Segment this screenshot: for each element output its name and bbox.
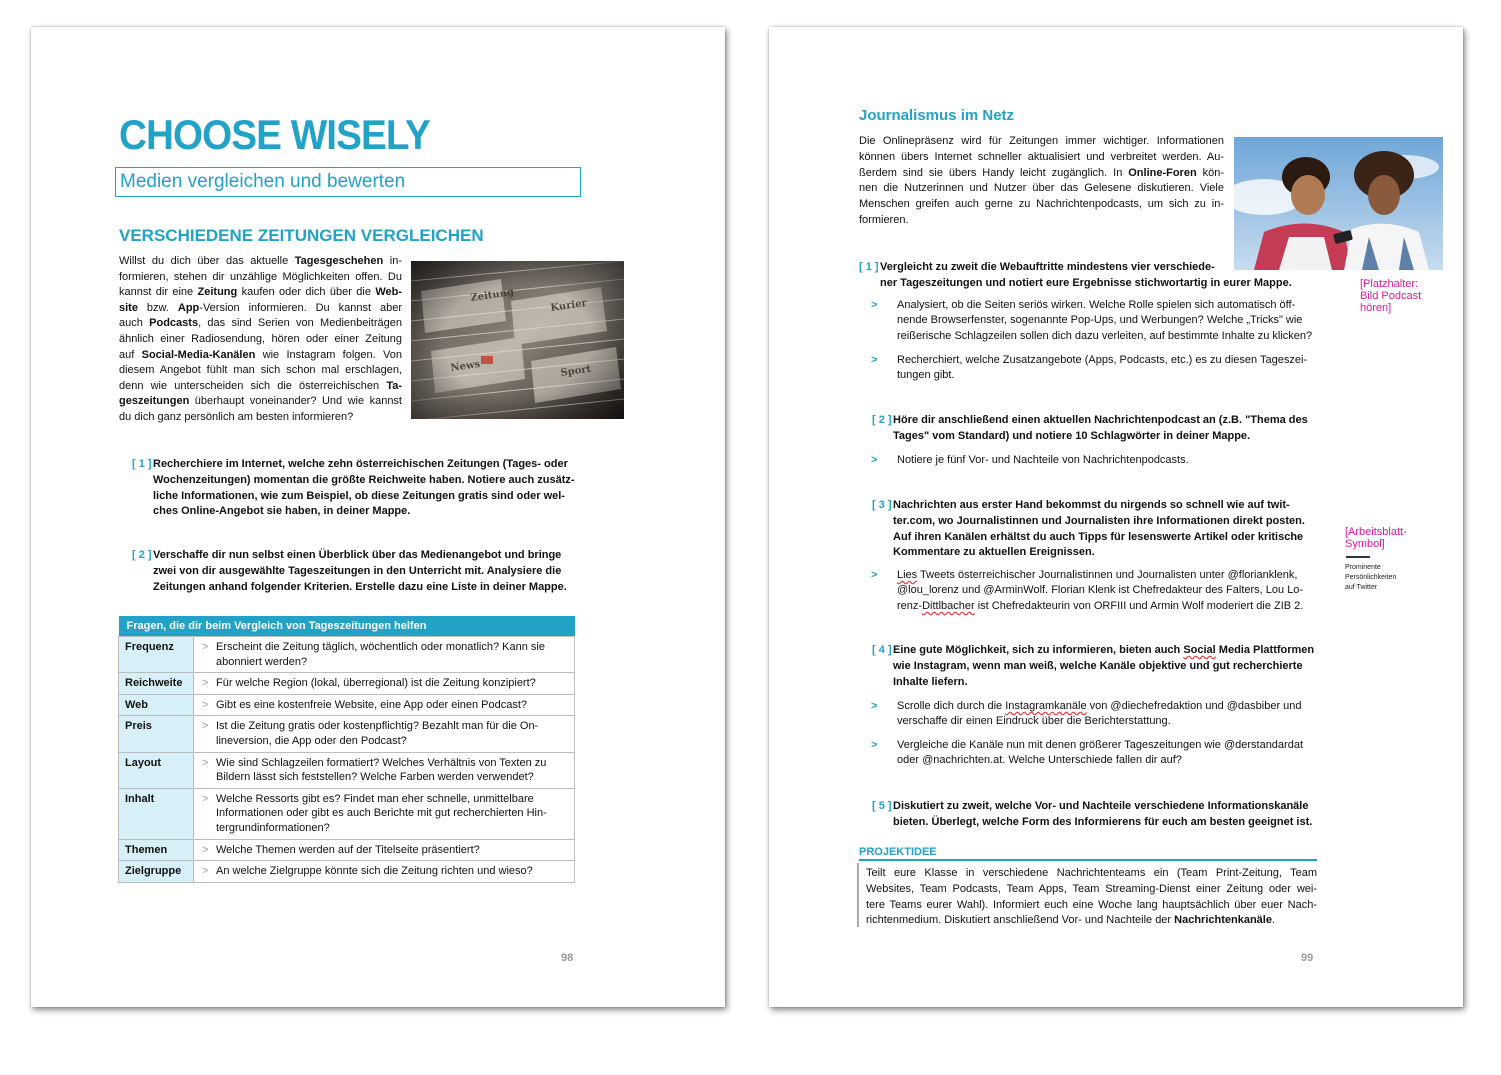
spellcheck-word: Instagramkanäle bbox=[1005, 700, 1087, 712]
task-line: ner Tageszeitungen und notiert eure Ergebnisse stichwortartig in eurer Mappe. bbox=[880, 276, 1292, 289]
table-value-cell bbox=[194, 788, 575, 839]
bullet-line: Notiere je fünf Vor- und Nachteile von Nachrichtenpodcasts. bbox=[897, 454, 1189, 466]
table-value-text: Gibt es eine kostenfreie Website, eine App oder einen Podcast? bbox=[216, 698, 528, 711]
task-line: Diskutiert zu zweit, welche Vor- und Nachteile verschiedene Informationskanäle bbox=[893, 800, 1309, 812]
bullet-line: Analysiert, ob die Seiten seriös wirken. Welche Rolle spielen sich automatisch öff- bbox=[897, 299, 1296, 311]
project-title: PROJEKTIDEE bbox=[859, 846, 937, 858]
text-run: kön- bbox=[1196, 166, 1224, 179]
table-key-cell: Reichweite bbox=[119, 673, 194, 695]
task-line: ches Online-Angebot sie haben, in deiner Mappe. bbox=[153, 505, 411, 518]
task-number: [ 2 ] bbox=[872, 414, 892, 426]
table-value-cell bbox=[194, 752, 575, 788]
text-run: bzw. bbox=[137, 301, 178, 314]
chevron-right-icon: > bbox=[202, 756, 209, 769]
newspaper-stack-image bbox=[411, 261, 624, 419]
table-value-text: Für welche Region (lokal, überregional) ist die Zeitung konzipiert? bbox=[216, 677, 536, 690]
task-5 bbox=[872, 799, 1323, 831]
bullet-line: Recherchiert, welche Zusatzangebote (Apps, Podcasts, etc.) es zu diesen Tageszei- bbox=[897, 354, 1308, 366]
bold-run: Ta- bbox=[386, 379, 402, 392]
task-line: liche Informationen, wie zum Beispiel, ob diese Zeitungen gratis sind oder wel- bbox=[153, 489, 565, 502]
bullet-line: verschaffe dir einen Eindruck über die Berichterstattung. bbox=[897, 715, 1171, 728]
text-run: ßerdem sind sie übers Handy leicht zugänglich. In bbox=[859, 166, 1129, 179]
chevron-right-icon: > bbox=[202, 843, 209, 856]
table-value-cell bbox=[194, 839, 575, 861]
table-value-text: Welche Ressorts gibt es? Findet man eher schnelle, unmittelbare Informationen oder gibt es auch Berichte mit gut recherchierten Hin-tergrundinformationen? bbox=[216, 792, 547, 834]
bullet-arrow-icon: > bbox=[871, 454, 878, 466]
placeholder-podcast-note bbox=[1360, 278, 1421, 314]
text-run: denn wie unterscheiden sich die österreichischen bbox=[119, 379, 387, 392]
page-title: CHOOSE WISELY bbox=[119, 111, 430, 158]
intro-line bbox=[859, 134, 1224, 150]
table-value-cell bbox=[194, 694, 575, 716]
task-line: Wochenzeitungen) momentan die größte Reichweite haben. Notiere auch zusätz- bbox=[153, 473, 575, 486]
task-line: Inhalte liefern. bbox=[893, 675, 968, 688]
section-heading: Journalismus im Netz bbox=[859, 107, 1015, 124]
intro-line bbox=[119, 301, 402, 317]
text-run: richtenmedium. Diskutiert anschließend Vor- und Nachteile der bbox=[866, 914, 1175, 927]
text-run: auf bbox=[119, 348, 142, 361]
table-row bbox=[119, 839, 575, 861]
bullet-line: Vergleiche die Kanäle nun mit denen größerer Tageszeitungen wie @derstandardat bbox=[897, 739, 1304, 751]
intro-line bbox=[119, 332, 402, 348]
chevron-right-icon: > bbox=[202, 792, 209, 805]
table-row bbox=[119, 716, 575, 752]
intro-line bbox=[859, 197, 1224, 213]
text-run: Teilt eure Klasse in verschiedene Nachrichtenteams ein (Team Print-Zeitung, Team bbox=[866, 867, 1317, 879]
table-key-cell: Frequenz bbox=[119, 637, 194, 673]
text-run: Willst du dich über das aktuelle bbox=[119, 255, 295, 267]
task-line: Nachrichten aus erster Hand bekommst du nirgends so schnell wie auf twit- bbox=[893, 499, 1290, 511]
bold-run: Tagesgeschehen bbox=[294, 255, 384, 267]
text-run: diesem Angebot fühlt man sich schon mal erschlagen, bbox=[119, 364, 402, 377]
bullet-arrow-icon: > bbox=[871, 569, 878, 581]
bold-run: Zeitung bbox=[197, 286, 238, 299]
right-page bbox=[769, 27, 1463, 1007]
project-line bbox=[866, 882, 1317, 898]
intro-paragraph bbox=[859, 134, 1224, 229]
table-value-text: An welche Zielgruppe könnte sich die Zeitung richten und wieso? bbox=[216, 865, 533, 878]
spellcheck-word: Social bbox=[1183, 644, 1216, 656]
bullet-line: oder @nachrichten.at. Welche Unterschiede fallen dir auf? bbox=[897, 754, 1182, 767]
chevron-right-icon: > bbox=[202, 865, 209, 878]
intro-line bbox=[119, 394, 402, 410]
section-heading: VERSCHIEDENE ZEITUNGEN VERGLEICHEN bbox=[119, 226, 484, 245]
task-2 bbox=[132, 548, 583, 595]
task-number: [ 5 ] bbox=[872, 800, 892, 812]
task-number: [ 1 ] bbox=[859, 261, 879, 273]
text-run: -Version informieren. Du kannst aber bbox=[199, 301, 402, 314]
task-4 bbox=[872, 643, 1323, 690]
bullet-line: tungen gibt. bbox=[897, 369, 955, 382]
task-1 bbox=[859, 260, 1320, 292]
task-line: Vergleicht zu zweit die Webauftritte mindestens vier verschiede- bbox=[880, 261, 1215, 273]
task-line: ter.com, wo Journalistinnen und Journalisten ihre Informationen direkt posten. bbox=[893, 514, 1305, 527]
text-run: nen die Nutzerinnen und Nutzer über das Gelesene diskutieren. Viele bbox=[859, 182, 1224, 195]
text-run: , das sind Serien von Medienbeiträgen bbox=[198, 317, 402, 330]
table-value-text: Wie sind Schlagzeilen formatiert? Welches Verhältnis von Texten zu Bildern lässt sich feststellen? Welche Farben werden verwendet? bbox=[216, 756, 547, 784]
table-row bbox=[119, 673, 575, 695]
criteria-table bbox=[118, 616, 575, 883]
table-row bbox=[119, 788, 575, 839]
bold-run: Nachrichtenkanäle bbox=[1174, 914, 1272, 927]
intro-line bbox=[119, 379, 402, 395]
bullet-line: nende Browserfenster, sogenannte Pop-Ups, und Werbungen? Welche „Tricks" wie bbox=[897, 314, 1303, 327]
task3-bullet-1 bbox=[871, 568, 1327, 614]
table-row bbox=[119, 637, 575, 673]
text-run: tere Teams eurer Wahl). Informiert euch eine Woche lang hauptsächlich über euer Nach- bbox=[866, 898, 1317, 911]
project-side-bar bbox=[857, 863, 859, 927]
task1-bullet-2 bbox=[871, 353, 1317, 384]
project-line bbox=[866, 898, 1317, 914]
task-line: Auf ihren Kanälen erhältst du auch Tipps für lesenswerte Artikel oder kritische bbox=[893, 530, 1304, 543]
note-line: [Arbeitsblatt- bbox=[1345, 526, 1407, 538]
teens-with-phone-image bbox=[1234, 137, 1443, 270]
table-value-cell bbox=[194, 673, 575, 695]
task-line: Recherchiere im Internet, welche zehn österreichischen Zeitungen (Tages- oder bbox=[153, 458, 568, 470]
note-line: Prominente bbox=[1345, 564, 1381, 571]
text-run: Websites, Team Podcasts, Team Apps, Team Streaming-Dienst einer Zeitung oder wei- bbox=[866, 882, 1317, 895]
table-row bbox=[119, 752, 575, 788]
subtitle: Medien vergleichen und bewerten bbox=[120, 171, 406, 192]
tiny-note bbox=[1345, 563, 1396, 593]
chevron-right-icon: > bbox=[202, 720, 209, 733]
bold-run: Online-Foren bbox=[1128, 166, 1197, 179]
table-key-cell: Web bbox=[119, 694, 194, 716]
intro-line bbox=[119, 348, 402, 364]
text-run: formieren, stehen dir unzählige Möglichkeiten offen. Du bbox=[119, 270, 402, 283]
table-value-cell bbox=[194, 716, 575, 752]
task-line: wie Instagram, wenn man weiß, welche Kanäle objektive und gut recherchierte bbox=[893, 659, 1303, 672]
table-value-cell bbox=[194, 861, 575, 883]
intro-line bbox=[859, 150, 1224, 166]
task-number: [ 2 ] bbox=[132, 549, 152, 561]
bullet-arrow-icon: > bbox=[871, 739, 878, 751]
bullet-line: @lou_lorenz und @ArminWolf. Florian Klenk ist Chefredakteur des Falters, Lou Lo- bbox=[897, 584, 1304, 597]
task-3 bbox=[872, 498, 1323, 561]
bold-run: Podcasts bbox=[149, 317, 199, 330]
bullet-text: von @diechefredaktion und @dasbiber und bbox=[1086, 700, 1302, 712]
task2-bullet-1 bbox=[871, 453, 1317, 468]
intro-line bbox=[119, 316, 402, 332]
text-run: wie Instagram folgen. Von bbox=[255, 348, 402, 361]
task-text: Eine gute Möglichkeit, sich zu informieren, bieten auch bbox=[893, 644, 1184, 656]
bullet-arrow-icon: > bbox=[871, 700, 878, 712]
task-line: Kommentare zu aktuellen Ereignissen. bbox=[893, 546, 1095, 559]
task-1 bbox=[132, 457, 583, 520]
text-run: können übers Internet schneller aktualisiert und verbreitet werden. Au- bbox=[859, 150, 1224, 163]
table-key-cell: Themen bbox=[119, 839, 194, 861]
spellcheck-word: Dittlbacher bbox=[922, 599, 975, 612]
left-page bbox=[31, 27, 725, 1007]
note-line: hören] bbox=[1360, 302, 1392, 314]
task-number: [ 4 ] bbox=[872, 644, 892, 656]
task-line: bieten. Überlegt, welche Form des Informierens für euch am besten geeignet ist. bbox=[893, 815, 1313, 828]
table-value-text: Ist die Zeitung gratis oder kostenpflichtig? Bezahlt man für die On-lineversion, die App oder den Podcast? bbox=[216, 720, 539, 747]
text-run: du dich ganz persönlich am besten informieren? bbox=[119, 410, 354, 423]
page-number: 99 bbox=[1301, 952, 1314, 964]
bullet-text: renz- bbox=[897, 599, 923, 612]
bold-run: Social-Media-Kanälen bbox=[141, 348, 256, 361]
project-divider bbox=[859, 859, 1317, 861]
spellcheck-word: Lies bbox=[897, 569, 918, 581]
text-run: Menschen greifen auch gerne zu Nachrichtenpodcasts, um sich zu in- bbox=[859, 198, 1224, 211]
task4-bullet-1 bbox=[871, 699, 1327, 730]
chevron-right-icon: > bbox=[202, 698, 209, 711]
table-row bbox=[119, 694, 575, 716]
task-line: Verschaffe dir nun selbst einen Überblick über das Medienangebot und bringe bbox=[153, 549, 562, 561]
bold-run: App bbox=[177, 301, 200, 314]
text-run: in- bbox=[383, 255, 403, 267]
project-line bbox=[866, 866, 1317, 882]
intro-paragraph bbox=[119, 254, 402, 426]
page-number: 98 bbox=[561, 952, 574, 964]
note-divider bbox=[1346, 556, 1370, 558]
table-key-cell: Inhalt bbox=[119, 788, 194, 839]
subtitle-box bbox=[115, 167, 581, 197]
text-run: überhaupt voneinander? Und wie kannst bbox=[189, 395, 402, 408]
project-line bbox=[866, 913, 1317, 929]
text-run: kannst dir eine bbox=[119, 286, 198, 299]
bold-run: Web- bbox=[375, 286, 402, 299]
intro-line bbox=[859, 181, 1224, 197]
text-run: ähnlich einer Radiosendung, hören oder einer Zeitung bbox=[119, 332, 402, 345]
intro-line bbox=[119, 254, 402, 270]
bullet-text: Scrolle dich durch die bbox=[897, 700, 1006, 712]
text-run: kaufen oder dich über die bbox=[237, 286, 376, 299]
bullet-arrow-icon: > bbox=[871, 354, 878, 366]
note-line: [Platzhalter: bbox=[1360, 278, 1419, 290]
table-key-cell: Layout bbox=[119, 752, 194, 788]
bullet-arrow-icon: > bbox=[871, 299, 878, 311]
bullet-line: reißerische Schlagzeilen sollen dich dazu verleiten, auf bestimmte Inhalte zu klicken? bbox=[897, 329, 1313, 342]
task4-bullet-2 bbox=[871, 738, 1327, 769]
table-value-text: Erscheint die Zeitung täglich, wöchentlich oder monatlich? Kann sie abonniert werden? bbox=[216, 641, 545, 668]
criteria-table-wrap bbox=[118, 616, 575, 883]
task-line: Tages" vom Standard) und notiere 10 Schlagwörter in deiner Mappe. bbox=[893, 429, 1251, 442]
task-line: Höre dir anschließend einen aktuellen Nachrichtenpodcast an (z.B. "Thema des bbox=[893, 414, 1308, 426]
table-row bbox=[119, 861, 575, 883]
note-line: Bild Podcast bbox=[1360, 290, 1422, 302]
bold-run: site bbox=[119, 301, 138, 314]
text-run: auch bbox=[119, 317, 150, 330]
table-value-text: Welche Themen werden auf der Titelseite präsentiert? bbox=[216, 843, 480, 856]
project-paragraph bbox=[866, 866, 1317, 929]
task-line: Zeitungen anhand folgender Kriterien. Erstelle dazu eine Liste in deiner Mappe. bbox=[153, 580, 567, 593]
task-number: [ 3 ] bbox=[872, 499, 892, 511]
note-line: auf Twitter bbox=[1345, 584, 1378, 591]
task-line: zwei von dir ausgewählte Tageszeitungen in den Unterricht mit. Analysiere die bbox=[153, 564, 562, 577]
intro-line bbox=[119, 270, 402, 286]
text-run: Die Onlinepräsenz wird für Zeitungen immer wichtiger. Informationen bbox=[859, 135, 1224, 147]
bullet-text: ist Chefredakteurin von ORFIII und Armin Wolf moderiert die ZIB 2. bbox=[974, 599, 1304, 612]
intro-line bbox=[859, 213, 1224, 229]
text-run: . bbox=[1271, 914, 1276, 927]
intro-line bbox=[859, 166, 1224, 182]
intro-line bbox=[119, 410, 402, 426]
note-line: Persönlichkeiten bbox=[1345, 574, 1397, 581]
intro-line bbox=[119, 285, 402, 301]
task-number: [ 1 ] bbox=[132, 458, 152, 470]
chevron-right-icon: > bbox=[202, 641, 209, 653]
chevron-right-icon: > bbox=[202, 677, 209, 690]
table-header: Fragen, die dir beim Vergleich von Tageszeitungen helfen bbox=[119, 616, 575, 637]
table-key-cell: Preis bbox=[119, 716, 194, 752]
note-line: Symbol] bbox=[1345, 538, 1385, 550]
task-text: Media Plattformen bbox=[1215, 644, 1315, 656]
text-run: formieren. bbox=[859, 213, 909, 226]
placeholder-worksheet-note bbox=[1345, 526, 1407, 550]
task1-bullet-1 bbox=[871, 298, 1317, 344]
bold-run: geszeitungen bbox=[119, 395, 190, 408]
intro-line bbox=[119, 363, 402, 379]
bullet-text: Tweets österreichischer Journalistinnen und Journalisten unter @florianklenk, bbox=[917, 569, 1298, 581]
task-2 bbox=[872, 413, 1323, 445]
table-value-cell bbox=[194, 637, 575, 673]
table-key-cell: Zielgruppe bbox=[119, 861, 194, 883]
